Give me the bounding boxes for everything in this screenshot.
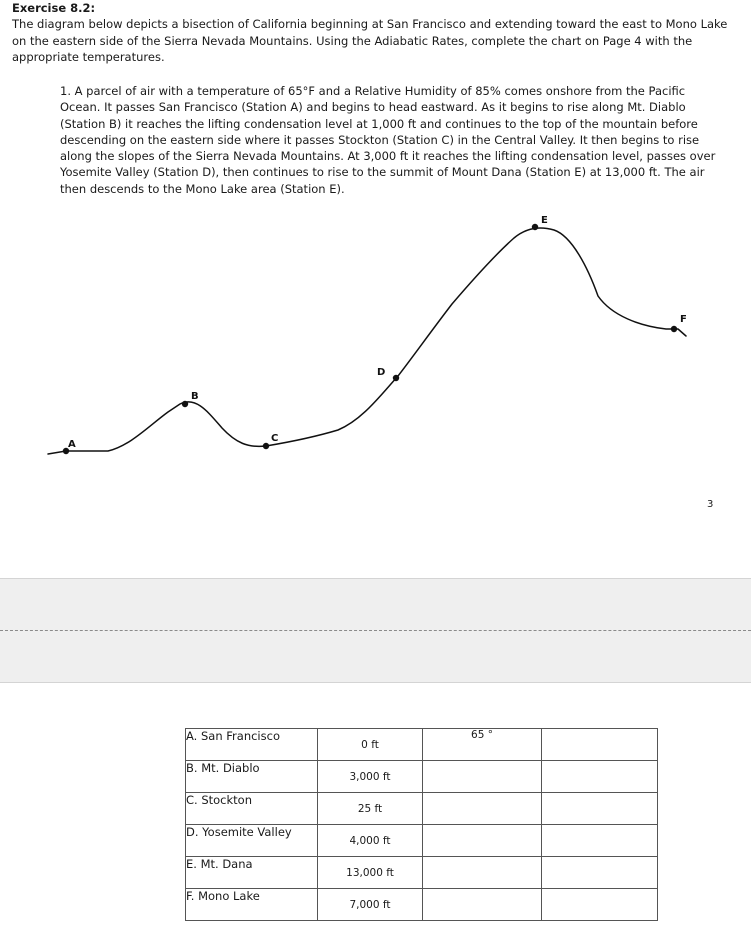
station-cell: E. Mt. Dana bbox=[186, 857, 318, 889]
table-row bbox=[186, 729, 658, 761]
terrain-profile bbox=[48, 228, 686, 454]
station-b-label: B bbox=[191, 391, 199, 402]
station-cell: B. Mt. Diablo bbox=[186, 761, 318, 793]
exercise-intro: The diagram below depicts a bisection of California beginning at San Francisco and extending toward the east to Mono Lake on the eastern side of the Sierra Nevada Mountains. Using the Adiabatic Rates, complete the chart on Page 4 with the appropriate temperatures. bbox=[12, 17, 728, 64]
station-cell: C. Stockton bbox=[186, 793, 318, 825]
page-break-gap bbox=[0, 578, 751, 683]
elevation-cell: 7,000 ft bbox=[318, 889, 423, 921]
station-c-marker bbox=[263, 443, 269, 449]
station-e-label: E bbox=[541, 215, 548, 226]
answer-cell[interactable] bbox=[542, 761, 658, 793]
temperature-cell[interactable] bbox=[423, 825, 542, 857]
station-e-marker bbox=[532, 224, 538, 230]
table-row bbox=[186, 793, 658, 825]
station-f-label: F bbox=[680, 314, 687, 325]
table-row bbox=[186, 761, 658, 793]
answer-cell[interactable] bbox=[542, 889, 658, 921]
station-a-label: A bbox=[68, 439, 76, 450]
station-d-label: D bbox=[377, 367, 386, 378]
elevation-cell: 13,000 ft bbox=[318, 857, 423, 889]
answer-cell[interactable] bbox=[542, 793, 658, 825]
temperature-cell[interactable]: 65 ° bbox=[423, 729, 542, 761]
exercise-heading: Exercise 8.2: bbox=[12, 1, 96, 15]
station-cell: F. Mono Lake bbox=[186, 889, 318, 921]
answer-cell[interactable] bbox=[542, 825, 658, 857]
page-break-line bbox=[0, 630, 751, 631]
answer-cell[interactable] bbox=[542, 729, 658, 761]
temperature-cell[interactable] bbox=[423, 857, 542, 889]
elevation-cell: 0 ft bbox=[318, 729, 423, 761]
station-c-label: C bbox=[271, 433, 279, 444]
table-row bbox=[186, 825, 658, 857]
elevation-cell: 4,000 ft bbox=[318, 825, 423, 857]
table-row bbox=[186, 857, 658, 889]
temperature-cell[interactable] bbox=[423, 889, 542, 921]
temperature-chart bbox=[185, 728, 658, 921]
temperature-cell[interactable] bbox=[423, 793, 542, 825]
answer-cell[interactable] bbox=[542, 857, 658, 889]
table-row bbox=[186, 889, 658, 921]
elevation-cell: 25 ft bbox=[318, 793, 423, 825]
station-cell: D. Yosemite Valley bbox=[186, 825, 318, 857]
station-b-marker bbox=[182, 401, 188, 407]
problem-text: 1. A parcel of air with a temperature of 65°F and a Relative Humidity of 85% comes onshore from the Pacific Ocean. It passes San Francisco (Station A) and begins to head eastward. As it begins to rise along Mt. Diablo (Station B) it reaches the lifting condensation level at 1,000 ft and continues to the top of the mountain before descending on the eastern side where it passes Stockton (Station C) in the Central Valley. It then begins to rise along the slopes of the Sierra Nevada Mountains. At 3,000 ft it reaches the lifting condensation level, passes over Yosemite Valley (Station D), then continues to rise to the summit of Mount Dana (Station E) at 13,000 ft. The air then descends to the Mono Lake area (Station E). bbox=[60, 84, 716, 196]
station-d-marker bbox=[393, 375, 399, 381]
elevation-cell: 3,000 ft bbox=[318, 761, 423, 793]
station-cell: A. San Francisco bbox=[186, 729, 318, 761]
page-number: 3 bbox=[707, 499, 714, 510]
station-f-marker bbox=[671, 326, 677, 332]
temperature-cell[interactable] bbox=[423, 761, 542, 793]
